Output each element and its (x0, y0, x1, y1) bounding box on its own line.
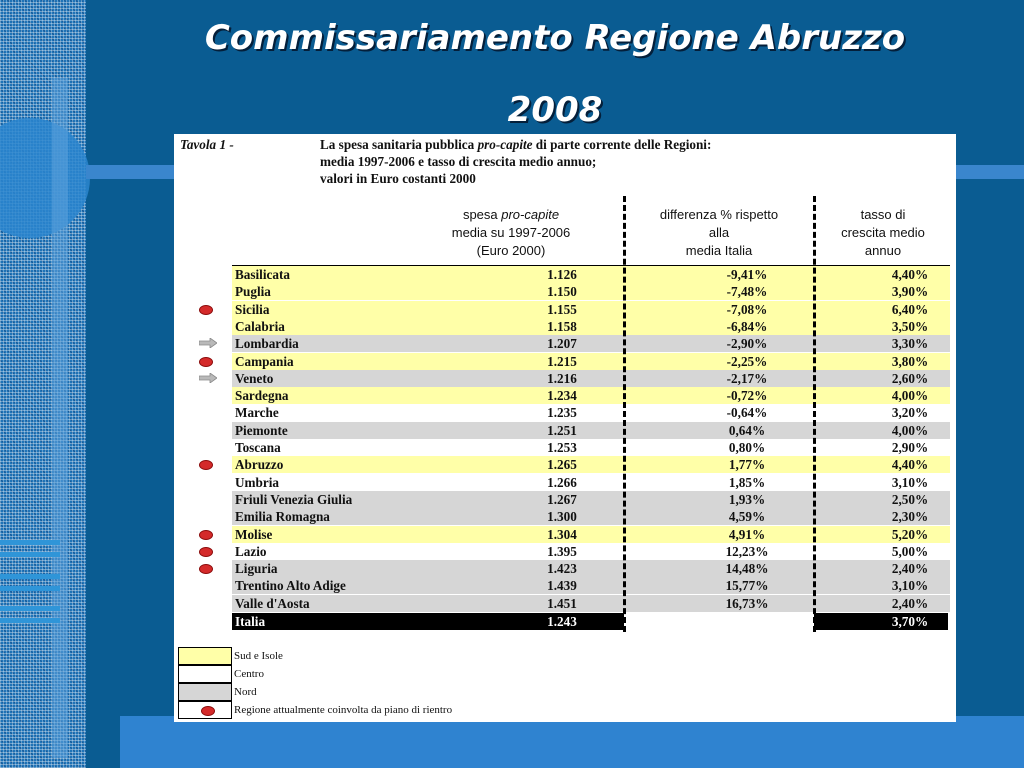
piano-rientro-marker-icon (199, 460, 213, 470)
region-cell: Molise (235, 526, 273, 542)
table-row (232, 422, 950, 439)
legend-label: Sud e Isole (234, 650, 283, 662)
legend-label: Nord (234, 686, 257, 698)
spesa-cell: 1.150 (547, 284, 577, 300)
decorative-bottom-bar (120, 716, 1024, 768)
diff-cell: -7,08% (726, 301, 768, 317)
spesa-cell: 1.234 (547, 388, 577, 404)
table-row (232, 595, 950, 612)
diff-cell: 12,23% (725, 543, 769, 559)
table-row (232, 266, 950, 283)
table-row (232, 439, 950, 456)
legend-swatch (178, 701, 232, 719)
col-header-spesa: spesa pro-capite media su 1997-2006 (Euro 2000) (451, 207, 571, 258)
tasso-cell: 3,20% (891, 405, 929, 421)
table-row (232, 577, 950, 594)
tasso-cell: 4,40% (891, 267, 929, 282)
diff-cell: 0,64% (728, 422, 766, 438)
tasso-cell: 2,50% (891, 491, 929, 507)
tasso-cell: 2,30% (891, 509, 929, 525)
piano-rientro-marker-icon (199, 530, 213, 540)
decorative-dash (0, 618, 60, 623)
region-cell: Liguria (235, 561, 278, 577)
spesa-cell: 1.215 (547, 353, 577, 369)
region-cell: Sicilia (235, 301, 270, 317)
region-cell: Toscana (235, 440, 281, 455)
tasso-cell: 4,40% (891, 457, 929, 473)
spesa-cell: 1.267 (547, 491, 577, 507)
region-cell: Umbria (235, 474, 279, 490)
decorative-dash (0, 586, 60, 591)
spesa-cell: 1.207 (547, 336, 577, 352)
region-cell: Sardegna (235, 388, 289, 404)
tasso-cell: 3,30% (891, 336, 929, 352)
table-row (232, 560, 950, 577)
table-row (232, 335, 950, 352)
col-header-diff: differenza % rispetto alla media Italia (659, 207, 779, 258)
region-cell: Valle d'Aosta (235, 595, 310, 611)
tasso-cell: 3,50% (891, 318, 929, 334)
diff-cell: 14,48% (725, 561, 769, 577)
diff-cell: -2,25% (726, 353, 768, 369)
legend-label: Regione attualmente coinvolta da piano di rientro (234, 704, 453, 716)
region-cell: Abruzzo (235, 457, 284, 473)
tasso-cell: 6,40% (891, 301, 929, 317)
diff-cell: 16,73% (725, 595, 769, 611)
region-cell: Emilia Romagna (235, 509, 330, 525)
diff-cell: 4,91% (728, 526, 766, 542)
table-document (174, 134, 956, 722)
table-row (232, 318, 950, 335)
table-row (232, 387, 950, 404)
diff-cell: -9,41% (726, 267, 768, 282)
legend-swatch (178, 683, 232, 701)
tasso-cell: 4,00% (891, 388, 929, 404)
total-spesa-cell: 1.243 (547, 614, 577, 629)
decorative-dash (0, 574, 60, 579)
decorative-dash (0, 606, 60, 611)
column-divider (813, 196, 816, 632)
diff-cell: -2,90% (726, 336, 768, 352)
col-header-tasso: tasso di crescita medio annuo (841, 207, 925, 258)
tasso-cell: 3,10% (891, 474, 929, 490)
region-cell: Marche (235, 405, 279, 421)
diff-cell: -6,84% (726, 318, 768, 334)
region-cell: Campania (235, 353, 294, 369)
region-cell: Puglia (235, 284, 271, 300)
piano-rientro-marker-icon (199, 564, 213, 574)
table-row (232, 283, 950, 300)
right-arrow-icon (199, 373, 217, 383)
spesa-cell: 1.155 (547, 301, 577, 317)
spesa-cell: 1.126 (547, 267, 577, 282)
total-tasso-cell: 3,70% (891, 614, 929, 629)
table-row (232, 301, 950, 318)
spesa-cell: 1.451 (547, 595, 577, 611)
slide-title: Commissariamento Regione Abruzzo (204, 18, 906, 58)
table-row (232, 543, 950, 560)
tasso-cell: 2,90% (891, 440, 929, 455)
region-cell: Basilicata (235, 267, 290, 282)
piano-rientro-marker-icon (201, 706, 215, 716)
table-caption: La spesa sanitaria pubblica pro-capite di parte corrente delle Regioni: media 1997-2006 e tasso di crescita medio annuo; valori in Euro costanti 2000 (320, 137, 712, 186)
piano-rientro-marker-icon (199, 357, 213, 367)
tasso-cell: 2,60% (891, 370, 929, 386)
table-label: Tavola 1 - (180, 137, 234, 152)
tasso-cell: 4,00% (891, 422, 929, 438)
diff-cell: -2,17% (726, 370, 768, 386)
spesa-cell: 1.235 (547, 405, 577, 421)
region-cell: Lazio (235, 543, 267, 559)
table-row (232, 370, 950, 387)
piano-rientro-marker-icon (199, 547, 213, 557)
table-row (232, 474, 950, 491)
diff-cell: -7,48% (726, 284, 768, 300)
table-row (232, 491, 950, 508)
region-cell: Calabria (235, 318, 285, 334)
diff-cell: 1,93% (728, 491, 766, 507)
region-cell: Trentino Alto Adige (235, 578, 346, 594)
spesa-cell: 1.266 (547, 474, 577, 490)
table-row (232, 353, 950, 370)
diff-cell: -0,72% (726, 388, 768, 404)
tasso-cell: 3,90% (891, 284, 929, 300)
table-row (232, 456, 950, 473)
total-region-cell: Italia (235, 614, 266, 629)
spesa-cell: 1.253 (547, 440, 577, 455)
spesa-cell: 1.304 (547, 526, 577, 542)
tasso-cell: 3,10% (891, 578, 929, 594)
diff-cell: 0,80% (728, 440, 766, 455)
table-row (232, 508, 950, 525)
table-row (232, 404, 950, 421)
region-cell: Friuli Venezia Giulia (235, 491, 353, 507)
spesa-cell: 1.439 (547, 578, 577, 594)
diff-cell: 1,85% (728, 474, 766, 490)
region-cell: Piemonte (235, 422, 288, 438)
spesa-cell: 1.300 (547, 509, 577, 525)
table-total-row (232, 613, 950, 630)
column-divider (623, 196, 626, 632)
diff-cell: 1,77% (728, 457, 766, 473)
spesa-cell: 1.158 (547, 318, 577, 334)
spesa-cell: 1.395 (547, 543, 577, 559)
left-texture-strip (0, 0, 86, 768)
table-row (232, 526, 950, 543)
tasso-cell: 5,00% (891, 543, 929, 559)
region-cell: Veneto (235, 370, 274, 386)
spesa-cell: 1.216 (547, 370, 577, 386)
legend-label: Centro (234, 668, 264, 680)
region-cell: Lombardia (235, 336, 299, 352)
right-arrow-icon (199, 338, 217, 348)
decorative-dash (0, 540, 60, 545)
piano-rientro-marker-icon (199, 305, 213, 315)
tasso-cell: 5,20% (891, 526, 929, 542)
decorative-vertical-bar (52, 78, 68, 758)
spesa-cell: 1.265 (547, 457, 577, 473)
slide-subtitle: 2008 (507, 90, 603, 130)
decorative-dash (0, 552, 60, 557)
spesa-cell: 1.251 (547, 422, 577, 438)
legend-swatch (178, 665, 232, 683)
legend-swatch (178, 647, 232, 665)
diff-cell: 15,77% (725, 578, 769, 594)
tasso-cell: 2,40% (891, 561, 929, 577)
diff-cell: -0,64% (726, 405, 768, 421)
tasso-cell: 2,40% (891, 595, 929, 611)
diff-cell: 4,59% (728, 509, 766, 525)
spesa-cell: 1.423 (547, 561, 577, 577)
tasso-cell: 3,80% (891, 353, 929, 369)
